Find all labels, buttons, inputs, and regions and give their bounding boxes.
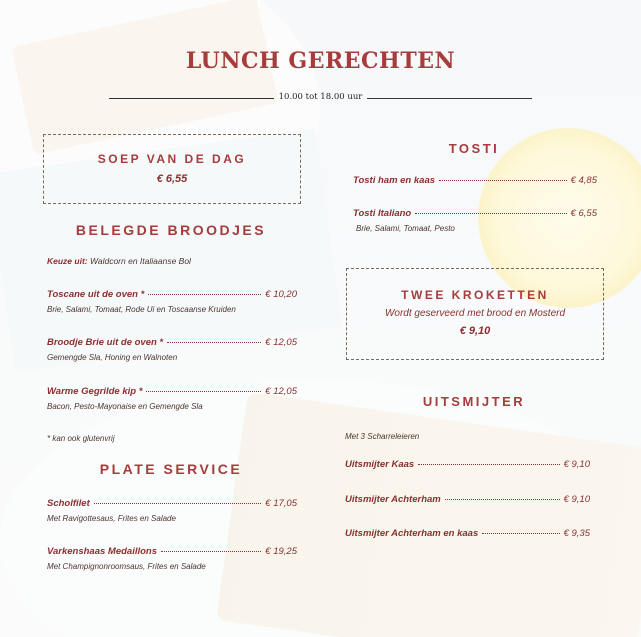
leader-dots [439,180,567,181]
item-price: € 17,05 [265,498,297,509]
item-description: Brie, Salami, Tomaat, Rode Ui en Toscaanse Kruiden [47,305,236,314]
item-price: € 10,20 [265,289,297,300]
item-price: € 12,05 [265,337,297,348]
list-item [345,528,590,539]
item-price: € 9,10 [563,494,590,505]
uitsmijter-heading: UITSMIJTER [422,394,526,409]
kroketten-subtitle: Wordt geserveerd met brood en Mosterd [384,308,566,319]
soep-price: € 6,55 [156,173,188,185]
list-item [47,546,297,571]
soep-heading: SOEP VAN DE DAG [97,152,247,166]
opening-hours [0,92,641,102]
kroketten-price: € 9,10 [459,325,491,337]
leader-dots [167,342,261,343]
item-description: Met Ravigottesaus, Frites en Salade [47,514,176,523]
divider [109,98,274,99]
plate-heading: PLATE SERVICE [99,461,243,477]
item-name: Broodje Brie uit de oven * [47,337,164,348]
item-description: Met Champignonroomsaus, Frites en Salade [47,562,206,571]
item-description: Bacon, Pesto-Mayonaise en Gemengde Sla [47,402,203,411]
item-name: Tosti Italiano [353,208,412,219]
item-name: Tosti ham en kaas [353,175,436,186]
item-name: Uitsmijter Achterham [345,494,441,505]
kroketten-box [346,268,604,360]
item-price: € 12,05 [265,386,297,397]
uitsmijter-intro: Met 3 Scharreleieren [345,432,420,441]
hours-text: 10.00 tot 18.00 uur [278,92,363,102]
item-name: Scholfilet [47,498,90,509]
item-price: € 4,85 [570,175,597,186]
leader-dots [482,533,559,534]
item-name: Toscane uit de oven * [47,289,145,300]
leader-dots [415,213,566,214]
item-name: Uitsmijter Achterham en kaas [345,528,479,539]
leader-dots [418,464,559,465]
list-item [47,386,297,411]
item-price: € 6,55 [570,208,597,219]
footnote: * kan ook glutenvrij [47,434,115,443]
leader-dots [161,551,261,552]
item-name: Warme Gegrilde kip * [47,386,143,397]
leader-dots [146,391,261,392]
leader-dots [445,499,560,500]
item-name: Uitsmijter Kaas [345,459,415,470]
item-description: Brie, Salami, Tomaat, Pesto [356,224,455,233]
list-item [353,175,597,186]
item-description: Gemengde Sla, Honing en Walnoten [47,353,178,362]
kroketten-heading: TWEE KROKETTEN [401,288,549,302]
keuze-text: Waldcorn en Italiaanse Bol [87,256,191,266]
page-title: LUNCH GERECHTEN [185,48,456,74]
soep-box [43,134,301,204]
item-name: Varkenshaas Medaillons [47,546,158,557]
list-item [345,494,590,505]
list-item [47,498,297,523]
item-price: € 9,10 [563,459,590,470]
item-price: € 19,25 [265,546,297,557]
broodjes-heading: BELEGDE BROODJES [75,222,267,238]
leader-dots [148,294,261,295]
keuze-label: Keuze uit: [47,256,88,266]
list-item [345,459,590,470]
list-item [353,208,597,233]
list-item [47,289,297,314]
leader-dots [94,503,262,504]
tosti-heading: TOSTI [448,141,500,156]
item-price: € 9,35 [563,528,590,539]
list-item [47,337,297,362]
broodjes-keuze [47,256,191,266]
divider [367,98,532,99]
